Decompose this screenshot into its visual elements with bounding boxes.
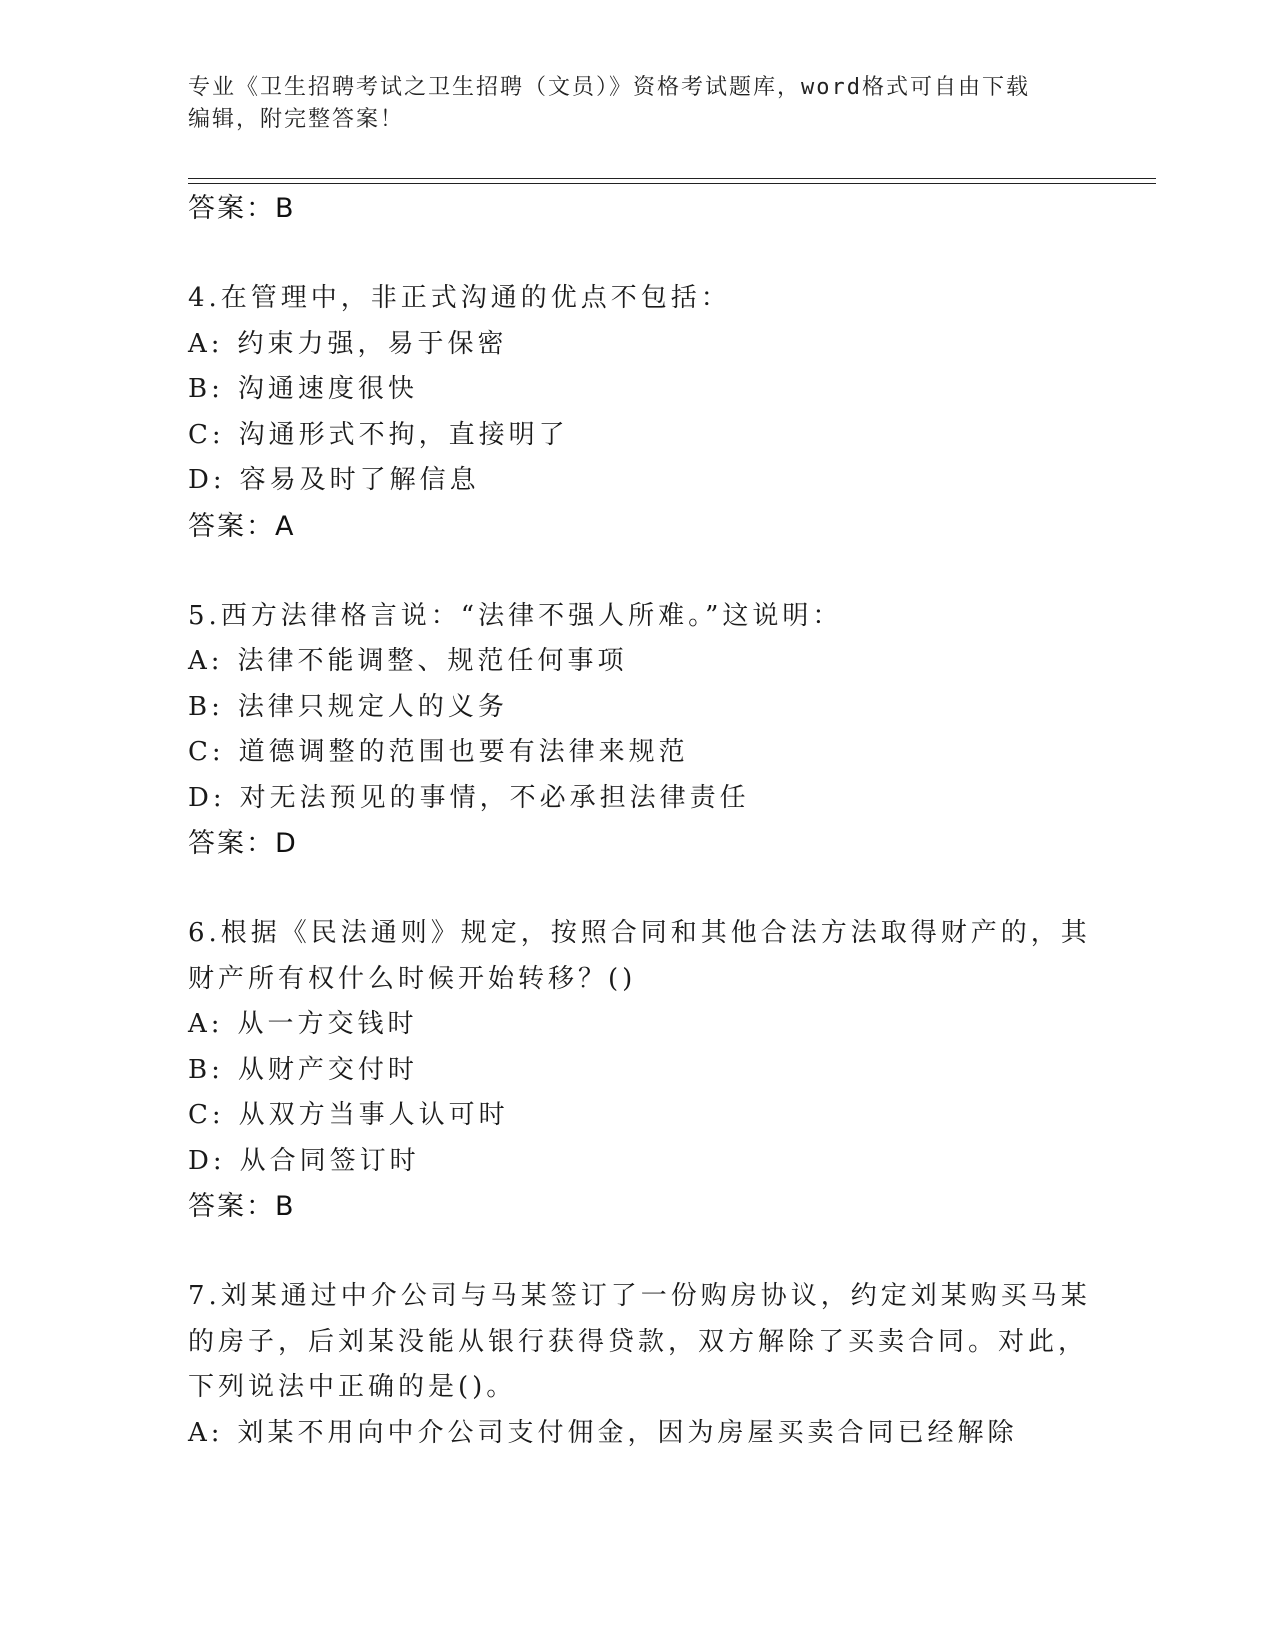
option-c [188, 730, 1088, 776]
option-text: 沟通形式不拘，直接明了 [238, 419, 569, 450]
question-stem-continued: 下列说法中正确的是()。 [188, 1372, 517, 1402]
header-rule-bottom [188, 183, 1156, 184]
option-text: 从双方当事人认可时 [238, 1100, 509, 1130]
answer-line [188, 821, 1088, 867]
question-stem: 7.刘某通过中介公司与马某签订了一份购房协议，约定刘某购买马某 [188, 1281, 1091, 1311]
answer-value: D [275, 828, 298, 859]
option-b [188, 367, 1088, 413]
question-block [188, 911, 1091, 1230]
option-key: C: [188, 419, 225, 450]
option-a [188, 322, 1088, 368]
option-text: 容易及时了解信息 [239, 465, 480, 495]
option-key: A: [188, 1009, 224, 1039]
option-text: 法律只规定人的义务 [237, 691, 508, 722]
option-key: A: [188, 646, 224, 676]
answer-line [188, 504, 1088, 550]
option-a [188, 639, 1088, 685]
question-stem: 6.根据《民法通则》规定，按照合同和其他合法方法取得财产的，其 [188, 918, 1091, 948]
option-b [188, 685, 1088, 731]
option-a [188, 1002, 1088, 1048]
option-key: C: [188, 737, 225, 767]
question-list [188, 186, 1091, 1456]
question-stem: 5.西方法律格言说：“法律不强人所难。”这说明： [188, 600, 843, 631]
answer-value: B [275, 193, 296, 224]
option-text: 沟通速度很快 [237, 374, 418, 404]
option-c [188, 1093, 1088, 1139]
option-text: 法律不能调整、规范任何事项 [237, 646, 628, 676]
option-key: B: [188, 374, 224, 404]
answer-label: 答案： [188, 1191, 275, 1222]
question-stem-continued: 的房子，后刘某没能从银行获得贷款，双方解除了买卖合同。对此， [188, 1326, 1089, 1357]
option-d [188, 776, 1088, 822]
option-key: B: [188, 1054, 224, 1085]
option-text: 从财产交付时 [237, 1054, 418, 1085]
option-key: B: [188, 691, 224, 722]
option-key: C: [188, 1100, 225, 1130]
option-b [188, 1048, 1088, 1094]
header-rule-top [188, 178, 1156, 179]
question-block [188, 1274, 1091, 1456]
option-c [188, 413, 1088, 459]
question-block [188, 276, 1088, 550]
answer-value: A [275, 510, 296, 542]
option-key: D: [188, 465, 226, 495]
option-text: 对无法预见的事情，不必承担法律责任 [239, 782, 750, 813]
option-key: D: [188, 1145, 226, 1176]
option-key: A: [188, 1417, 224, 1448]
option-text: 刘某不用向中介公司支付佣金，因为房屋买卖合同已经解除 [237, 1417, 1018, 1448]
option-key: D: [188, 782, 226, 813]
answer-line [188, 186, 1088, 232]
option-text: 约束力强，易于保密 [237, 328, 508, 359]
question-stem-continued: 财产所有权什么时候开始转移？() [188, 963, 637, 994]
option-text: 从合同签订时 [239, 1145, 420, 1176]
option-d [188, 1139, 1088, 1185]
option-text: 道德调整的范围也要有法律来规范 [238, 737, 689, 767]
header-line-1: 专业《卫生招聘考试之卫生招聘（文员）》资格考试题库，word格式可自由下载 [188, 75, 1030, 100]
document-header [188, 72, 1068, 136]
answer-label: 答案： [188, 510, 275, 542]
answer-line [188, 1184, 1088, 1230]
header-line-2: 编辑，附完整答案！ [188, 107, 405, 132]
option-text: 从一方交钱时 [237, 1009, 418, 1039]
answer-label: 答案： [188, 828, 275, 859]
answer-label: 答案： [188, 193, 275, 224]
option-key: A: [188, 328, 224, 359]
question-block [188, 594, 1088, 868]
option-a [188, 1411, 1088, 1457]
question-stem: 4.在管理中，非正式沟通的优点不包括： [188, 283, 731, 313]
option-d [188, 458, 1088, 504]
answer-value: B [275, 1191, 296, 1222]
